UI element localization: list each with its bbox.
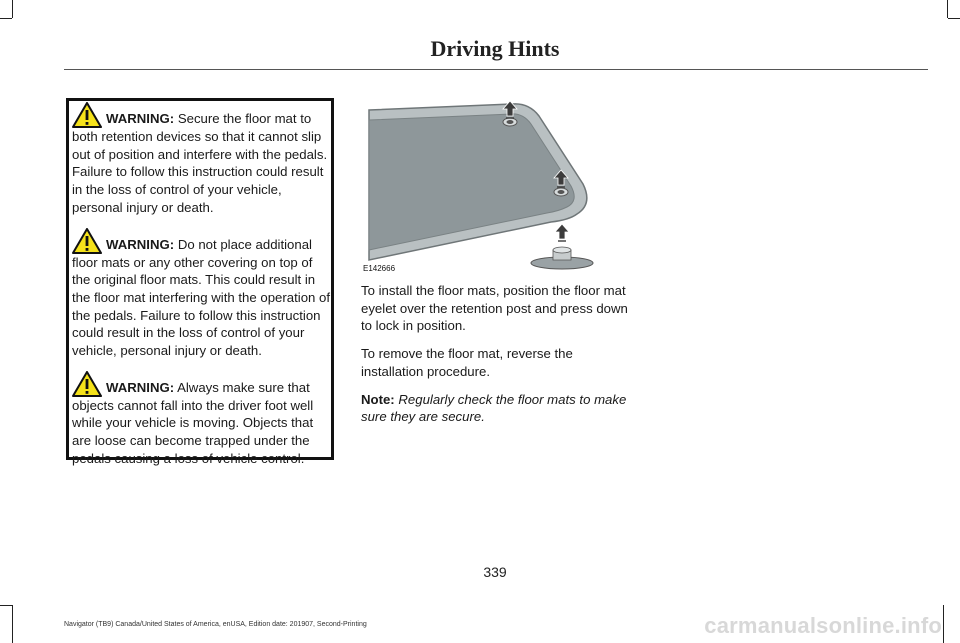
crop-mark — [12, 0, 13, 18]
warning-paragraph — [72, 228, 331, 360]
remove-instruction: To remove the floor mat, reverse the installation procedure. — [361, 346, 573, 379]
header-divider — [64, 69, 928, 70]
figure-label: E142666 — [363, 264, 396, 273]
crop-mark — [947, 0, 948, 18]
warning-label: WARNING: — [106, 111, 175, 126]
warning-icon — [72, 228, 102, 254]
watermark: carmanualsonline.info — [704, 613, 942, 638]
note — [361, 391, 633, 426]
install-instruction: To install the floor mats, position the floor mat eyelet over the retention post and press down to lock in position. — [361, 283, 628, 334]
warning-label: WARNING: — [106, 379, 175, 395]
page-title: Driving Hints — [430, 36, 560, 61]
crop-mark — [943, 605, 944, 643]
crop-mark — [12, 605, 13, 643]
warning-icon — [72, 102, 102, 128]
warning-text: Secure the floor mat to both retention devices so that it cannot slip out of position and interfere with the pedals. Failure to follow this instruction could result in the loss of control of your vehicle, personal injury or death. — [72, 111, 328, 215]
warning-text: Always make sure that objects cannot fall into the driver foot well while your vehicle is moving. Objects that are loose can become trapped under the pedals causing a loss of vehicle control. — [72, 379, 314, 466]
note-text: Regularly check the floor mats to make sure they are secure. — [361, 391, 627, 425]
warning-label: WARNING: — [106, 236, 175, 252]
warning-icon — [72, 371, 102, 397]
footer-edition: Navigator (TB9) Canada/United States of America, enUSA, Edition date: 201907, Second-Printing — [64, 621, 367, 628]
crop-mark — [0, 605, 12, 606]
floor-mat-illustration-icon — [361, 96, 631, 276]
page-number: 339 — [483, 564, 507, 580]
warning-paragraph — [72, 371, 331, 468]
instructions-column — [361, 96, 633, 426]
note-label: Note: — [361, 391, 395, 407]
floor-mat-figure — [361, 96, 631, 276]
warning-paragraph — [72, 102, 331, 217]
warnings-list — [72, 102, 331, 479]
crop-mark — [948, 18, 960, 19]
crop-mark — [0, 18, 12, 19]
warning-text: Do not place additional floor mats or any other covering on top of the original floor mats. This could result in the floor mat interfering with the operation of the pedals. Failure to follow this instruction could result in the loss of control of your vehicle, personal injury or death. — [72, 236, 331, 359]
